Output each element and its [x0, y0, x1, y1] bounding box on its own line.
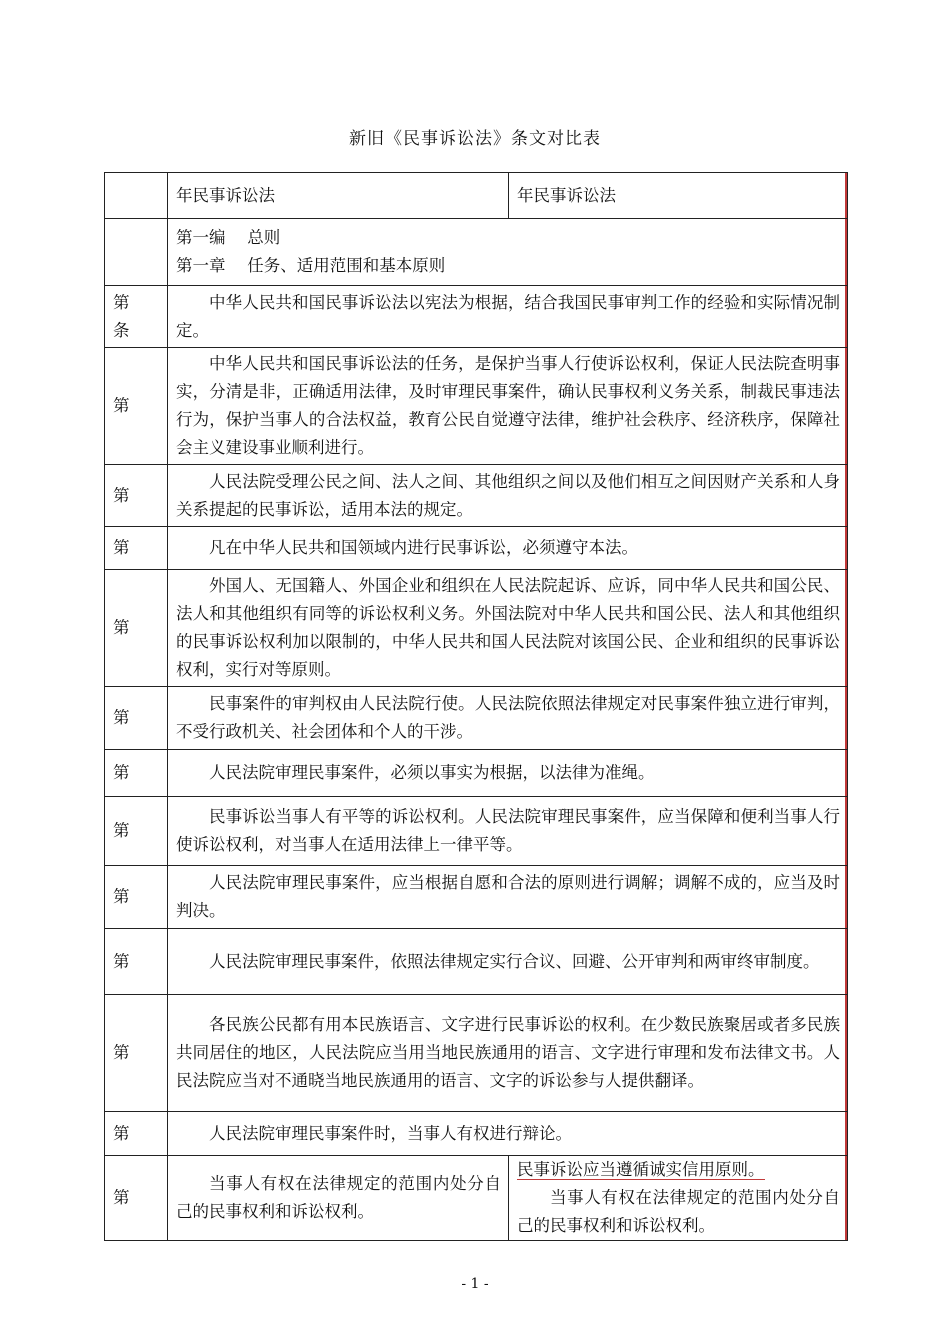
article-number: 第 [105, 348, 168, 465]
article-row [105, 286, 848, 348]
article-row [105, 527, 848, 570]
header-new-law: 年民事诉讼法 [509, 173, 848, 219]
header-old-law: 年民事诉讼法 [168, 173, 509, 219]
article-row [105, 929, 848, 995]
article-row [105, 797, 848, 866]
section-heading-cell [168, 219, 848, 286]
part-heading: 第一编 总则 [176, 228, 281, 247]
article-number: 第 [105, 750, 168, 797]
article-number: 第 [105, 1112, 168, 1156]
article-text: 人民法院审理民事案件时，当事人有权进行辩论。 [168, 1112, 848, 1156]
article-number: 第 [105, 1156, 168, 1241]
page-number: - 1 - [461, 1276, 489, 1292]
article-number: 第 条 [105, 286, 168, 348]
article-row [105, 995, 848, 1112]
inserted-text: 民事诉讼应当遵循诚实信用原则。 [517, 1160, 765, 1179]
article-number: 第 [105, 995, 168, 1112]
article-row [105, 348, 848, 465]
chapter-heading: 第一章 任务、适用范围和基本原则 [176, 256, 446, 275]
article-text: 凡在中华人民共和国领域内进行民事诉讼，必须遵守本法。 [168, 527, 848, 570]
article-text: 人民法院受理公民之间、法人之间、其他组织之间以及他们相互之间因财产关系和人身关系提起的民事诉讼，适用本法的规定。 [168, 465, 848, 527]
section-heading-row [105, 219, 848, 286]
article-number: 第 [105, 527, 168, 570]
article-row [105, 866, 848, 929]
article-row-split [105, 1156, 848, 1241]
article-text: 民事诉讼当事人有平等的诉讼权利。人民法院审理民事案件，应当保障和便利当事人行使诉讼权利，对当事人在适用法律上一律平等。 [168, 797, 848, 866]
article-row [105, 465, 848, 527]
article-row [105, 1112, 848, 1156]
article-number: 第 [105, 465, 168, 527]
article-row [105, 750, 848, 797]
article-row [105, 687, 848, 750]
article-number: 第 [105, 929, 168, 995]
header-blank-cell [105, 173, 168, 219]
table-header-row [105, 173, 848, 219]
article-row [105, 570, 848, 687]
article-text: 人民法院审理民事案件，必须以事实为根据，以法律为准绳。 [168, 750, 848, 797]
document-title: 新旧《民事诉讼法》条文对比表 [349, 129, 601, 149]
article-text: 外国人、无国籍人、外国企业和组织在人民法院起诉、应诉，同中华人民共和国公民、法人和其他组织有同等的诉讼权利义务。外国法院对中华人民共和国公民、法人和其他组织的民事诉讼权利加以限制的，中华人民共和国人民法院对该国公民、企业和组织的民事诉讼权利，实行对等原则。 [168, 570, 848, 687]
comparison-table [104, 172, 848, 1241]
article-text: 人民法院审理民事案件，应当根据自愿和合法的原则进行调解；调解不成的，应当及时判决。 [168, 866, 848, 929]
article-number: 第 [105, 687, 168, 750]
article-number: 第 [105, 797, 168, 866]
article-text: 民事案件的审判权由人民法院行使。人民法院依照法律规定对民事案件独立进行审判，不受行政机关、社会团体和个人的干涉。 [168, 687, 848, 750]
article-text: 各民族公民都有用本民族语言、文字进行民事诉讼的权利。在少数民族聚居或者多民族共同居住的地区，人民法院应当用当地民族通用的语言、文字进行审理和发布法律文书。人民法院应当对不通晓当地民族通用的语言、文字的诉讼参与人提供翻译。 [168, 995, 848, 1112]
article-text: 中华人民共和国民事诉讼法的任务，是保护当事人行使诉讼权利，保证人民法院查明事实，分清是非，正确适用法律，及时审理民事案件，确认民事权利义务关系，制裁民事违法行为，保护当事人的合法权益，教育公民自觉遵守法律，维护社会秩序、经济秩序，保障社会主义建设事业顺利进行。 [168, 348, 848, 465]
article-number: 第 [105, 570, 168, 687]
new-article-cell [509, 1156, 848, 1241]
new-article-text: 当事人有权在法律规定的范围内处分自己的民事权利和诉讼权利。 [517, 1188, 840, 1235]
article-text: 中华人民共和国民事诉讼法以宪法为根据，结合我国民事审判工作的经验和实际情况制定。 [168, 286, 848, 348]
article-number: 第 [105, 866, 168, 929]
section-blank-cell [105, 219, 168, 286]
old-article-text: 当事人有权在法律规定的范围内处分自己的民事权利和诉讼权利。 [168, 1156, 509, 1241]
inserted-provision [517, 1156, 840, 1184]
article-text: 人民法院审理民事案件，依照法律规定实行合议、回避、公开审判和两审终审制度。 [168, 929, 848, 995]
